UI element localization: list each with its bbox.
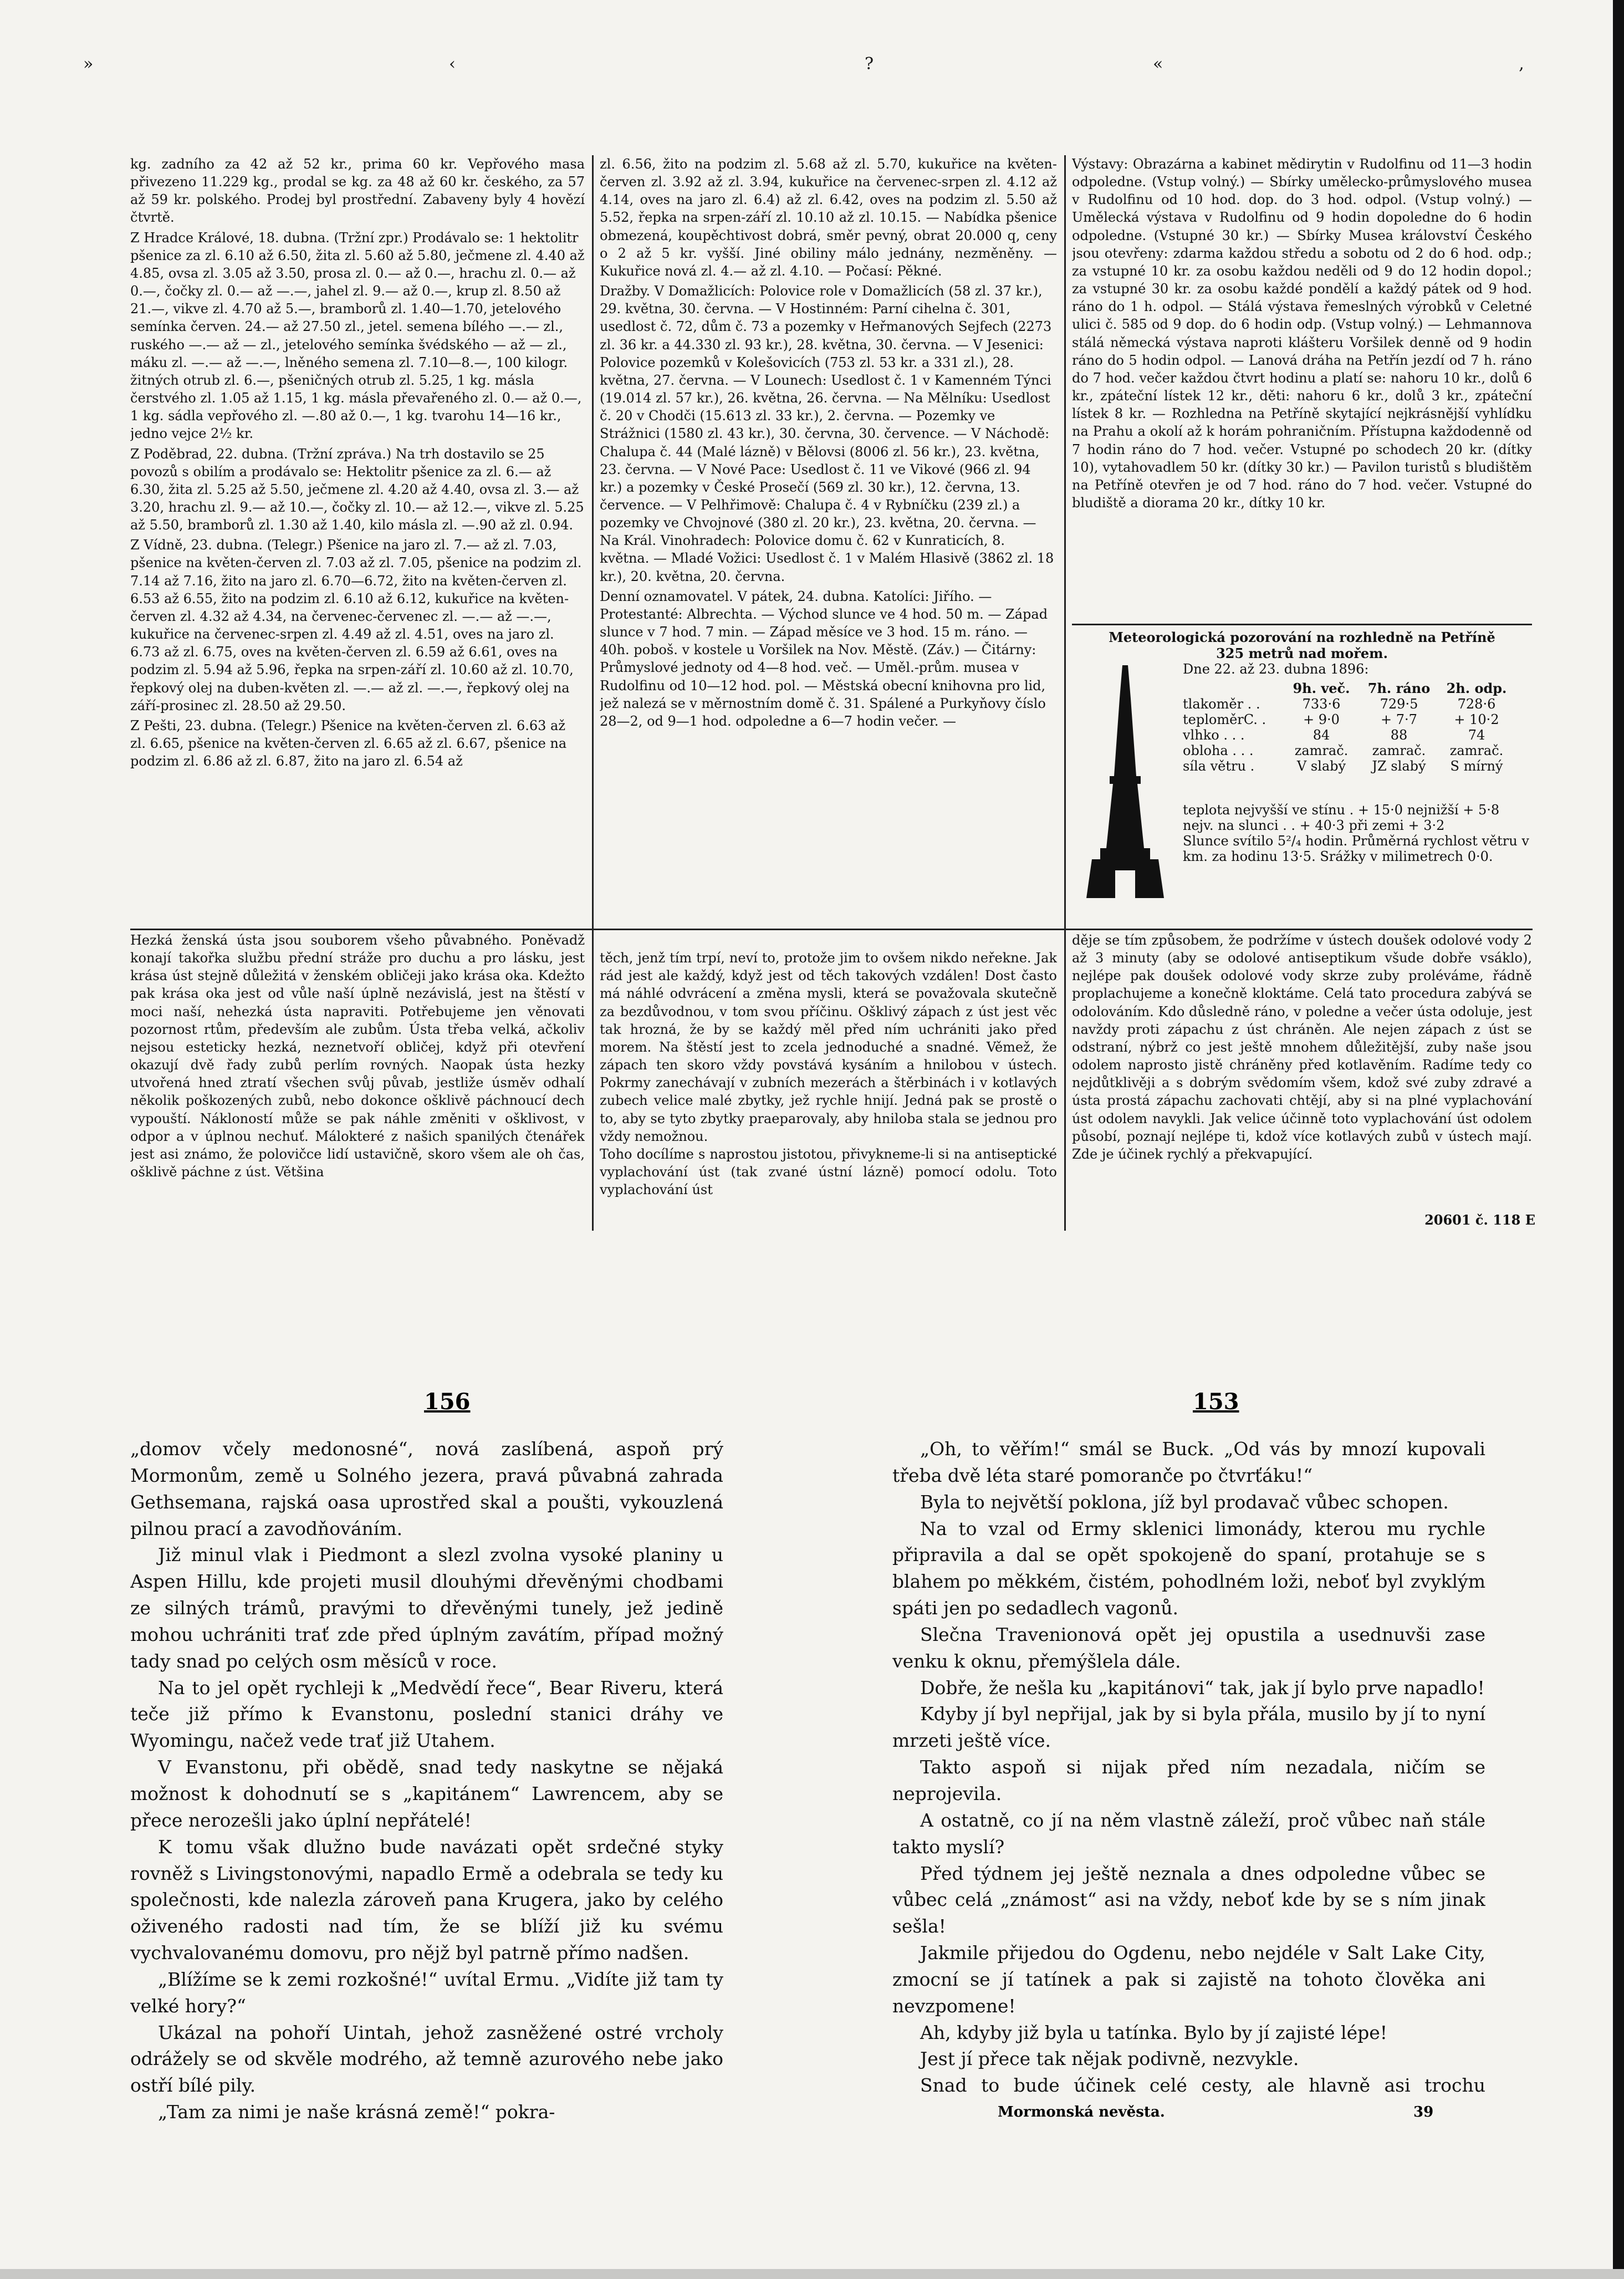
weather-row-label: vlhko . . . (1183, 727, 1245, 743)
book-footer-title: Mormonská nevěsta. (998, 2104, 1165, 2120)
weather-value: V slabý (1296, 758, 1346, 774)
page-mark-1: » (83, 54, 94, 74)
ad-column-2 (600, 931, 1057, 1242)
ad-code: 20601 č. 118 E (1424, 1212, 1535, 1228)
weather-value: 729·5 (1380, 696, 1418, 712)
weather-time: 2h. odp. (1446, 680, 1507, 696)
auction-paragraph: Dražby. V Domažlicích: Polovice role v Domažlicích (58 zl. 37 kr.), 29. května, 30. června. — V Hostinném: Parní cihelna č. 301, usedlost č. 72, dům č. 73 a pozemky v Heřmanových Sejfech (2273 zl. 36 kr. a 44.330 zl. 93 kr.), 28. května, 30. června. — V Jesenici: Polovice pozemků v Kolešovicích (753 zl. 53 kr. a 331 zl.), 28. května, 27. června. — V Lounech: Usedlost č. 1 v Kamenném Týnci (19.014 zl. 57 kr.), 26. května, 26. června. — Na Mělníku: Usedlost č. 20 v Chodči (15.613 zl. 33 kr.), 2. června. — Pozemky ve Strážnici (1580 zl. 43 kr.), 30. června, 30. července. — V Náchodě: Chalupa č. 44 (Malé lázně) v Bělovsi (8006 zl. 56 kr.), 23. května, 23. června. — V Nové Pace: Usedlost č. 11 ve Vikové (966 zl. 94 kr.) a pozemky v České Prosečí (569 zl. 30 kr.), 12. června, 13. července. — V Pelhřimově: Chalupa č. 4 v Rybníčku (239 zl.) a pozemky ve Chvojnové (380 zl. 20 kr.), 23. května, 20. června. — Na Král. Vinohradech: Polovice domu č. 62 v Kunraticích, 8. května. — Mladé Vožici: Usedlost č. 1 v Malém Hlasivě (3862 zl. 18 kr.), 20. května, 20. června. (600, 283, 1054, 584)
page-mark-5: ‚ (1519, 54, 1524, 74)
column-divider (1064, 155, 1066, 931)
book-paragraph: Ukázal na pohoří Uintah, jehož zasněžené ostré vrcholy odrážely se od skvěle modrého, až temně azurového nebe jako ostří bílé pily. (130, 2021, 723, 2097)
book-paragraph: Takto aspoň si nijak před ním nezadala, ničím se neprojevila. (892, 1756, 1485, 1804)
weather-row (1183, 743, 1532, 758)
page-mark-4: « (1153, 54, 1163, 74)
book-paragraph: Ah, kdyby již byla u tatínka. Bylo by jí zajisté lépe! (920, 2021, 1388, 2043)
weather-row-label: obloha . . . (1183, 743, 1254, 758)
scan-edge-bottom (0, 2269, 1624, 2279)
weather-value: zamrač. (1294, 743, 1349, 758)
book-paragraph: „Oh, to věřím!“ smál se Buck. „Od vás by mnozí kupovali třeba dvě léta staré pomoranče po čtvrťáku!“ (892, 1438, 1485, 1486)
weather-extreme-2: nejv. na slunci . . + 40·3 při zemi + 3·2 (1183, 818, 1445, 833)
book-paragraph: Na to jel opět rychleji k „Medvědí řece“, Bear Riveru, která teče již přímo k Evanstonu, poslední stanici dráhy ve Wyomingu, načež vede trať již Utahem. (130, 1676, 723, 1752)
ad-top-rule (130, 929, 1533, 930)
column-divider (592, 155, 594, 931)
market-paragraph: zl. 6.56, žito na podzim zl. 5.68 až zl. 5.70, kukuřice na květen-červen zl. 3.92 až zl. 3.94, kukuřice na červenec-srpen zl. 4.12 až 4.14, oves na jaro zl. 6.4) až zl. 6.42, oves na podzim zl. 5.50 až 5.52, řepka na srpen-září zl. 10.10 až zl. 10.15. — Nabídka pšenice obmezená, koupěchtivost dobrá, směr pevný, obrat 20.000 q, ceny o 2 až 5 kr. vyšší. Jiné obiliny málo jednány, nezměněny. — Kukuřice nová zl. 4.— až zl. 4.10. — Počasí: Pěkné. (600, 156, 1057, 279)
book-paragraph: Na to vzal od Ermy sklenici limonády, kterou mu rychle připravila a dal se opět spokojeně do spaní, protahuje se s blahem po měkkém, čistém, pohodlném loži, neboť byl zvyklým spáti jen po sedadlech vagonů. (892, 1517, 1485, 1619)
weather-row (1183, 696, 1532, 712)
petrin-tower-illustration (1086, 665, 1164, 898)
daily-notice-paragraph: Denní oznamovatel. V pátek, 24. dubna. Katolíci: Jiřího. — Protestanté: Albrechta. — Východ slunce ve 4 hod. 50 m. — Západ slunce v 7 hod. 7 min. — Západ měsíce ve 3 hod. 15 m. ráno. — 40h. poboš. v kostele u Voršilek na Nov. Městě. (Záv.) — Čitárny: Průmyslové jednoty od 4—8 hod. več. — Uměl.-prům. musea v Rudolfinu od 10—12 hod. pol. — Městská obecní knihovna pro lid, jež nalezá se v měrnostním domě č. 31. Spálené a Purkyňovy číslo 28—2, od 9—1 hod. odpoledne a 6—7 hodin večer. — (600, 588, 1048, 729)
book-paragraph: „Tam za nimi je naše krásná země!“ pokra- (158, 2101, 555, 2123)
scan-edge-right (1613, 0, 1624, 2279)
book-paragraph: Již minul vlak i Piedmont a slezl zvolna vysoké planiny u Aspen Hillu, kde projeti musil dlouhými dřevěnými chodbami ze silných trámů, pravými to dřevěnými tunely, jež jedině mohou uchrániti trať zde před úplným zavátím, případ možný tady snad po celých osm měsíců v roce. (130, 1544, 723, 1672)
market-paragraph: Z Poděbrad, 22. dubna. (Tržní zpráva.) Na trh dostavilo se 25 povozů s obilím a prodávalo se: Hektolitr pšenice za zl. 6.— až 6.30, žita zl. 5.25 až 5.50, ječmene zl. 4.20 až 4.40, ovsa zl. 3.— až 3.20, hrachu zl. 9.— až 10.—, čočky zl. 10.— až 12.—, vikve zl. 5.25 až 5.50, bramborů zl. 1.30 až 1.40, kilo másla zl. —.90 až zl. 0.94. (130, 446, 584, 533)
weather-rule (1072, 624, 1532, 625)
weather-row (1183, 727, 1532, 743)
exhibitions-paragraph: Výstavy: Obrazárna a kabinet mědirytin v Rudolfinu od 11—3 hodin odpoledne. (Vstup volný.) — Sbírky umělecko-průmyslového musea v Rudolfinu od 10 hod. dop. do 3 hod. odpol. (Vstup volný.) — Umělecká výstava v Rudolfinu od 9 hodin dopoledne do 6 hodin odpoledne. (Vstupné 30 kr.) — Sbírky Musea království Českého jsou otevřeny: zdarma každou středu a sobotu od 2 do 6 hod. odp.; za vstupné 10 kr. za osobu každou neděli od 9 do 12 hodin dopol.; za vstupné 30 kr. za osobu každé pondělí a každý pátek od 9 hod. ráno do 1 h. odpol. — Stálá výstava řemeslných výrobků v Celetné ulici č. 585 od 9 dop. do 6 hodin odp. (Vstup volný.) — Lehmannova stálá německá výstava naproti klášteru Voršilek denně od 9 hodin ráno do 5 hodin odpol. — Lanová dráha na Petřín jezdí od 7 h. ráno do 7 hod. večer každou čtvrt hodinu a platí se: nahoru 10 kr., dolů 6 kr., zpáteční lístek 12 kr., děti: nahoru 6 kr., dolů 3 kr., zpáteční lístek 8 kr. — Rozhledna na Petříně skytající nejkrásnější vyhlídku na Prahu a okolí až k horám pohraničním. Přístupna každodenně od 7 hodin ráno do 7 hod. večer. Vstupné po schodech 20 kr. (dítky 10), vytahovadlem 50 kr. (dítky 30 kr.) — Pavilon turistů s bludištěm na Petříně otevřen je od 7 hod. ráno do 7 hod. večer. Vstupné do bludiště a diorama 20 kr., dítky 10 kr. (1072, 156, 1532, 511)
weather-time: 7h. ráno (1367, 680, 1431, 696)
market-paragraph: Z Pešti, 23. dubna. (Telegr.) Pšenice na květen-červen zl. 6.63 až zl. 6.65, pšenice na květen-červen zl. 6.65 až zl. 6.67, pšenice na podzim zl. 6.86 až zl. 6.87, žito na jaro zl. 6.54 až (130, 717, 567, 769)
weather-value: 84 (1313, 727, 1330, 743)
book-paragraph: Snad to bude účinek celé cesty, ale hlavně asi trochu (920, 2074, 1485, 2096)
weather-time-header (1183, 680, 1532, 696)
page-mark-2: ‹ (449, 54, 456, 74)
book-signature-mark: 39 (1413, 2104, 1434, 2120)
market-paragraph: Z Vídně, 23. dubna. (Telegr.) Pšenice na jaro zl. 7.— až zl. 7.03, pšenice na květen-červen zl. 7.03 až zl. 7.05, pšenice na podzim zl. 7.14 až 7.16, žito na jaro zl. 6.70—6.72, žito na květen-červen zl. 6.53 až 6.55, žito na podzim zl. 6.10 až 6.12, kukuřice na květen-červen zl. 4.32 až 4.34, na červenec-červenec zl. —.— až —.—, kukuřice na červenec-srpen zl. 4.49 až zl. 4.51, oves na jaro zl. 6.73 až zl. 6.75, oves na květen-červen zl. 6.59 až 6.61, oves na podzim zl. 5.94 až 5.96, řepka na srpen-září zl. 10.60 až zl. 10.70, řepkový olej na duben-květen zl. —.— až zl. —.—, řepkový olej na září-prosinec zl. 28.50 až 29.50. (130, 537, 582, 713)
weather-value: 88 (1390, 727, 1408, 743)
ad-text: Hezká ženská ústa jsou souborem všeho půvabného. Poněvadž konají takořka službu přední stráže pro duchu a pro lásku, jest krása úst stejně důležitá v ženském obličeji jako krása oka. Kdežto pak krása oka jest od vůle naší úplně nezávislá, jest na štěstí v moci naší, nehezká ústa napraviti. Potřebujeme jen věnovati pozornost rtům, především ale zubům. Ústa třeba velká, ačkoliv nejsou esteticky hezká, neznetvoří obličej, když při otevření okazují dvě řady zubů perlím rovných. Naopak ústa hezky utvořená hned ztratí všechen svůj půvab, jestliže úsměv odhalí několik poškozených zubů, nebo dokonce ošklivě páchnoucí dech vypouští. Nákloností může se pak náhle změniti v ošklivost, v odpor a v úplnou nechuť. Málokteré z našich spanilých čtenářek jest asi známo, že polovičce lidí ustavičně, skoro všem ale oh čas, ošklivě páchne z úst. Většina (130, 932, 585, 1180)
book-paragraph: Slečna Travenionová opět jej opustila a usednuvši zase venku k oknu, přemýšlela dále. (892, 1623, 1485, 1672)
column-divider (1064, 931, 1066, 1231)
market-paragraph: kg. zadního za 42 až 52 kr., prima 60 kr. Vepřového masa přivezeno 11.229 kg., prodal se kg. za 48 až 60 kr. českého, za 57 až 59 kr. polského. Prodej byl prostřední. Zabaveny byly 4 hovězí čtvrtě. (130, 156, 585, 226)
ad-text: těch, jenž tím trpí, neví to, protože jim to ovšem nikdo neřekne. Jak rád jest ale každý, když jest od těch takových vzdálen! Dost často má náhlé odvrácení a změna mysli, která se považovala skutečně za bezdůvodnou, v tom svou příčinu. Ošklivý zápach z úst jest věc tak hrozná, že by se každý měl před ním uchrániti jako před morem. Na štěstí jest to zcela jednoduché a snadné. Věmež, že zápach ten skoro vždy povstává kysáním a hnilobou v ústech. Pokrmy zanechávají v zubních mezerách a štěrbinách i v kotlavých zubech velice malé zbytky, jež rychle hnijí. Jedná pak se prostě o to, aby se tyto zbytky praeparovaly, aby hniloba stala se jednou pro vždy nemožnou. Toho docílíme s naprostou jistotou, přivykneme-li si na antiseptické vyplachování úst (tak zvané ústní lázně) pomocí odolu. Toto vyplachování úst (600, 950, 1057, 1198)
book-paragraph: „domov včely medonosné“, nová zaslíbená, aspoň prý Mormonům, země u Solného jezera, pravá půvabná zahrada Gethsemana, rajská oasa uprostřed skal a poušti, vykouzlená pilnou prací a zavodňováním. (130, 1438, 723, 1539)
weather-dates: Dne 22. až 23. dubna 1896: (1183, 661, 1369, 677)
weather-time: 9h. več. (1293, 680, 1350, 696)
weather-value: 728·6 (1457, 696, 1496, 712)
weather-row-label: teploměrC. . (1183, 712, 1266, 727)
weather-row-label: síla větru . (1183, 758, 1255, 774)
ad-text: děje se tím způsobem, že podržíme v ústech doušek odolové vody 2 až 3 minuty (aby se odolové antiseptikum všude dobře vsáklo), nejlépe pak doušek odolové vody skrze zuby proléváme, řádně proplachujeme a konečně kloktáme. Celá tato procedura zabývá se odolováním. Kdo důsledně ráno, v poledne a večer ústa odoluje, jest navždy proti zápachu z úst chráněn. Ale nejen zápach z úst se odstraní, nýbrž co jest ještě mnohem důležitější, zuby naše jsou odolem naprosto jistě chráněny před kotlavěním. Radíme tedy co nejdůtklivěji a s dobrým svědomím všem, kdož své zuby zdravé a ústa prostá zápachu zachovati chtějí, aby si na plné vyplachování úst odolem navykli. Jak velice účinně toto vyplachování úst odolem působí, poznají nejlépe ti, kdož více kotlavých zubů v ústech mají. Zde je účinek rychlý a překvapující. (1072, 932, 1532, 1162)
book-paragraph: Kdyby jí byl nepřijal, jak by si byla přála, musilo by jí to nyní mrzeti ještě více. (892, 1703, 1485, 1752)
column-divider (592, 931, 594, 1231)
page-mark-3: ? (865, 54, 874, 74)
book-paragraph: V Evanstonu, při obědě, snad tedy naskytne se nějaká možnost k dohodnutí se s „kapitánem“ Lawrencem, aby se přece nerozešli jako úplní nepřátelé! (130, 1756, 723, 1831)
weather-value: + 9·0 (1303, 712, 1340, 727)
weather-value: 74 (1468, 727, 1485, 743)
ad-column-1 (130, 931, 585, 1242)
book-page-number-left: 156 (424, 1389, 471, 1415)
book-paragraph: Před týdnem jej ještě neznala a dnes odpoledne vůbec se vůbec celá „známost“ asi na vždy, neboť kde by se s ním jinak sešla! (892, 1862, 1485, 1938)
weather-subheading: 325 metrů nad mořem. (1216, 645, 1388, 661)
book-paragraph: A ostatně, co jí na něm vlastně záleží, proč vůbec naň stále takto myslí? (892, 1809, 1485, 1858)
news-column-2 (600, 155, 1057, 929)
weather-value: zamrač. (1372, 743, 1426, 758)
book-paragraph: Dobře, že nešla ku „kapitánovi“ tak, jak jí bylo prve napadlo! (920, 1676, 1485, 1699)
news-column-1 (130, 155, 585, 929)
weather-extreme-1: teplota nejvyšší ve stínu . + 15·0 nejnižší + 5·8 (1183, 802, 1500, 818)
weather-value: + 10·2 (1454, 712, 1499, 727)
book-page-left (130, 1436, 723, 2134)
book-page-number-right: 153 (1193, 1389, 1239, 1415)
market-paragraph: Z Hradce Králové, 18. dubna. (Tržní zpr.) Prodávalo se: 1 hektolitr pšenice za zl. 6.10 až 6.50, žita zl. 5.60 až 5.80, ječmene zl. 4.40 až 4.85, ovsa zl. 3.05 až 3.50, prosa zl. 0.— až 0.—, hrachu zl. 0.— až 0.—, čočky zl. 0.— až —.—, jahel zl. 9.— až 0.—, krup zl. 8.50 až 21.—, vikve zl. 4.70 až 5.—, bramborů zl. 1.40—1.70, jetelového semínka červen. 24.— až 27.50 zl., jetel. semena bílého —.— zl., ruského —.— až — zl., jetelového semínka švédského — až — zl., máku zl. —.— až —.—, lněného semena zl. 7.10—8.—, 100 kilogr. žitných otrub zl. 6.—, pšeničných otrub zl. 5.25, 1 kg. másla čerstvého zl. 1.05 až 1.15, 1 kg. másla převařeného zl. 0.— až 0.—, 1 kg. sádla vepřového zl. —.80 až 0.—, 1 kg. tvarohu 14—16 kr., jedno vejce 2½ kr. (130, 230, 585, 442)
book-paragraph: Jakmile přijedou do Ogdenu, nebo nejdéle v Salt Lake City, zmocní se jí tatínek a pak si zajistě na tohoto člověka ani nevzpomene! (892, 1942, 1485, 2017)
weather-row (1183, 758, 1532, 774)
book-paragraph: K tomu však dlužno bude navázati opět srdečné styky rovněž s Livingstonovými, napadlo Ermě a odebrala se tedy ku společnosti, kde nalezla zároveň pana Krugera, jako by celého oživeného radosti nad tím, že se blíží již ku svému vychvalovanému domovu, pro nějž byl patrně přímo nadšen. (130, 1836, 723, 1964)
weather-value: JZ slabý (1372, 758, 1426, 774)
book-paragraph: Jest jí přece tak nějak podivně, nezvykle. (920, 2048, 1299, 2070)
weather-value: zamrač. (1449, 743, 1504, 758)
weather-value: 733·6 (1302, 696, 1341, 712)
book-paragraph: „Blížíme se k zemi rozkošné!“ uvítal Ermu. „Vidíte již tam ty velké hory?“ (130, 1968, 723, 2017)
weather-value: + 7·7 (1381, 712, 1417, 727)
book-page-right (892, 1436, 1485, 2096)
news-column-3 (1072, 155, 1532, 621)
weather-row (1183, 712, 1532, 727)
weather-row-label: tlakoměr . . (1183, 696, 1260, 712)
weather-extreme-3: Slunce svítilo 5²/₄ hodin. Průměrná rychlost větru v km. za hodinu 13·5. Srážky v milimetrech 0·0. (1183, 833, 1529, 864)
weather-value: S mírný (1450, 758, 1503, 774)
book-paragraph: Byla to největší poklona, jíž byl prodavač vůbec schopen. (920, 1491, 1449, 1513)
weather-heading: Meteorologická pozorování na rozhledně na Petříně (1109, 629, 1495, 645)
ad-column-3 (1072, 931, 1532, 1225)
